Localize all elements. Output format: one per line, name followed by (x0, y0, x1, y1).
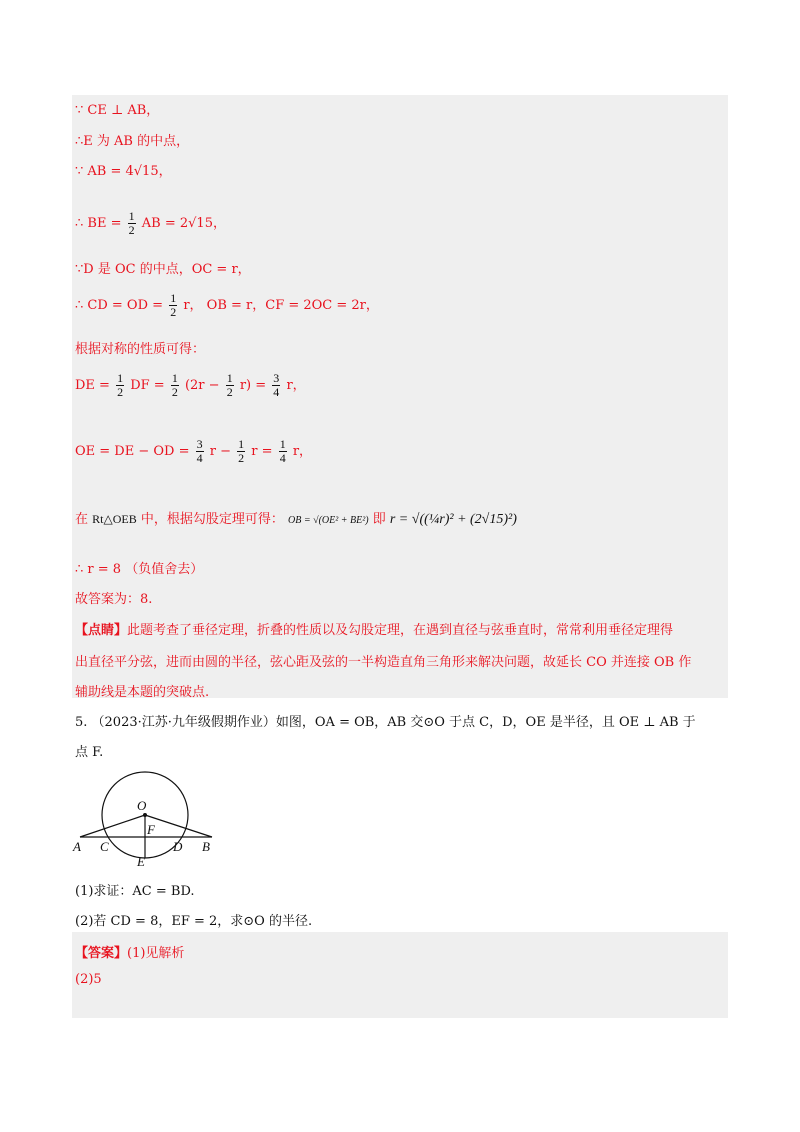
fraction-half (237, 438, 245, 465)
answer-1: (1)见解析 (127, 946, 185, 961)
label-a: A (73, 839, 81, 854)
label-c: C (100, 839, 109, 854)
l6-suffix: r， OB = r，CF = 2OC = 2r， (183, 298, 379, 313)
l6-prefix: ∴ CD = OD = (75, 298, 164, 313)
fraction-half (128, 210, 136, 237)
answer-line-2: (2)5 (75, 972, 102, 987)
fraction-three-quarters (196, 438, 204, 465)
comment-text-1: 此题考查了垂径定理，折叠的性质以及勾股定理，在遇到直径与弦垂直时，常常利用垂径定理得 (127, 623, 674, 638)
label-f: F (147, 822, 155, 837)
label-b: B (202, 839, 210, 854)
frac-num: 1 (226, 371, 233, 385)
question-2: (2)若 CD = 8，EF = 2，求⊙O 的半径. (75, 914, 313, 929)
solution-line-4 (75, 210, 226, 237)
segment-ob (145, 815, 212, 837)
frac-num: 1 (117, 371, 124, 385)
fraction-three-quarters (272, 372, 280, 399)
frac-den: 2 (171, 385, 178, 399)
solution-line-9 (75, 438, 312, 465)
solution-line-6 (75, 292, 379, 319)
l10-d: OB = √(OE² + BE²) (288, 515, 369, 526)
solution-line-7: 根据对称的性质可得： (75, 342, 206, 357)
problem-stem-1: 5. （2023·江苏·九年级假期作业）如图，OA = OB，AB 交⊙O 于点 C，D，OE 是半径，且 OE ⊥ AB 于 (75, 715, 696, 730)
l8-d: r) = (239, 378, 267, 393)
l8-a: DE = (75, 378, 110, 393)
l9-b: r − (209, 444, 232, 459)
frac-num: 1 (238, 437, 245, 451)
frac-den: 4 (279, 451, 286, 465)
label-e: E (137, 854, 145, 869)
fraction-half (226, 372, 234, 399)
solution-line-10 (75, 508, 517, 528)
l10-c: 中，根据勾股定理可得： (140, 512, 284, 527)
frac-num: 1 (170, 291, 177, 305)
frac-den: 2 (238, 451, 245, 465)
fraction-quarter (279, 438, 287, 465)
solution-line-3: ∵ AB = 4√15， (75, 164, 172, 179)
frac-den: 2 (117, 385, 124, 399)
fraction-half (116, 372, 124, 399)
l10-f: r = √((¼r)² + (2√15)²) (389, 512, 517, 527)
comment-line-3: 辅助线是本题的突破点. (75, 685, 210, 700)
problem-stem-2: 点 F. (75, 745, 104, 760)
frac-num: 1 (171, 371, 178, 385)
l10-b: Rt△OEB (92, 512, 137, 526)
l8-e: r， (286, 378, 306, 393)
segment-oa (80, 815, 145, 837)
solution-line-8 (75, 372, 306, 399)
frac-num: 1 (128, 209, 135, 223)
answer-line-1 (75, 942, 184, 961)
frac-num: 1 (279, 437, 286, 451)
solution-line-5: ∵D 是 OC 的中点，OC = r， (75, 262, 251, 277)
frac-den: 4 (196, 451, 203, 465)
solution-line-2: ∴E 为 AB 的中点， (75, 134, 190, 149)
solution-line-1: ∵ CE ⊥ AB， (75, 103, 160, 118)
frac-den: 2 (128, 223, 135, 237)
frac-den: 2 (226, 385, 233, 399)
solution-line-12: 故答案为：8. (75, 592, 153, 607)
label-o: O (137, 798, 147, 813)
l8-c: (2r − (184, 378, 220, 393)
l11-a: ∴ r = 8 (75, 562, 122, 577)
l9-d: r， (292, 444, 313, 459)
l9-a: OE = DE − OD = (75, 444, 190, 459)
frac-num: 3 (273, 371, 280, 385)
center-point (143, 813, 147, 817)
l8-b: DF = (130, 378, 165, 393)
l10-e: 即 (372, 512, 386, 527)
frac-den: 4 (273, 385, 280, 399)
label-d: D (173, 839, 183, 854)
l9-c: r = (251, 444, 273, 459)
l4-prefix: ∴ BE = (75, 216, 122, 231)
fraction-half (169, 292, 177, 319)
l10-a: 在 (75, 512, 89, 527)
comment-line-2: 出直径平分弦，进而由圆的半径，弦心距及弦的一半构造直角三角形来解决问题，故延长 CO 并连接 OB 作 (75, 655, 692, 670)
l4-suffix: AB = 2√15， (141, 216, 226, 231)
l11-b: （负值舍去） (125, 562, 204, 577)
question-1: (1)求证：AC = BD. (75, 884, 195, 899)
frac-num: 3 (196, 437, 203, 451)
comment-tag: 【点睛】 (75, 623, 128, 638)
circle-diagram (70, 770, 230, 870)
solution-line-11 (75, 558, 203, 577)
answer-tag: 【答案】 (75, 946, 128, 961)
comment-line-1 (75, 619, 673, 638)
fraction-half (171, 372, 179, 399)
frac-den: 2 (170, 305, 177, 319)
